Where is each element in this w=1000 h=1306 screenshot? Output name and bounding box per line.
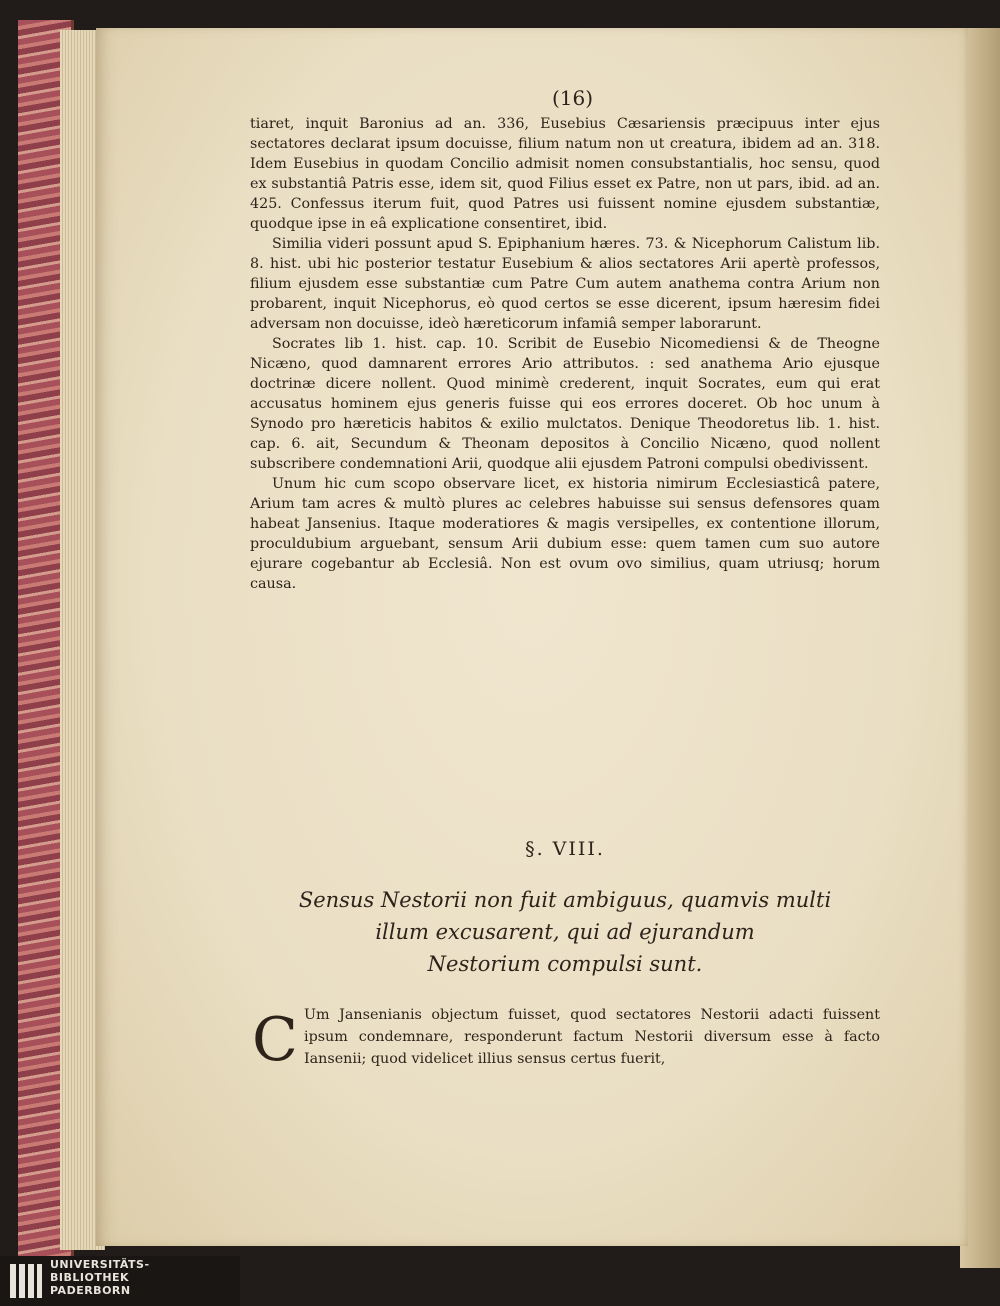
library-logo bbox=[0, 1256, 240, 1306]
paragraph-4: Unum hic cum scopo observare licet, ex historia nimirum Ecclesiasticâ patere, Arium tam acres & multò plures ac celebres habuisse sui sensus defensores quam habeat Jansenius. Itaque moderatiores & magis versipelles, ex contentione illorum, proculdubium arguebant, sensum Arii dubium esse: quem tamen cum suo autore ejurare cogebantur ab Ecclesiâ. Non est ovum ovo similius, quam utriusq; horum causa. bbox=[250, 476, 880, 592]
section-number: §. VIII. bbox=[525, 838, 605, 860]
heading-line-3: Nestorium compulsi sunt. bbox=[427, 952, 703, 976]
heading-line-2: illum excusarent, qui ad ejurandum bbox=[375, 920, 755, 944]
paragraph-5: Um Jansenianis objectum fuisset, quod sectatores Nestorii adacti fuissent ipsum condemnare, responderunt factum Nestorii diversum esse à facto Iansenii; quod videlicet illius sensus certus fuerit, bbox=[304, 1007, 880, 1067]
library-name-line-2: BIBLIOTHEK bbox=[50, 1271, 130, 1284]
body-text bbox=[250, 114, 880, 594]
paragraph-3: Socrates lib 1. hist. cap. 10. Scribit de Eusebio Nicomediensi & de Theogne Nicæno, quod damnarent errores Ario attributos. : sed anathema Ario ejusque doctrinæ dicere nollent. Quod minimè crederent, inquit Socrates, eum qui erat accusatus hominem ejus generis fuisse qui eos errores doceret. Ob hoc unum à Synodo pro hæreticis habitos & exilio mulctatos. Denique Theodoretus lib. 1. hist. cap. 6. ait, Secundum & Theonam depositos à Concilio Nicæno, quod nollent subscribere condemnationi Arii, quodque alii ejusdem Patroni compulsi obedivissent. bbox=[250, 336, 880, 472]
heading-line-1: Sensus Nestorii non fuit ambiguus, quamvis multi bbox=[298, 888, 832, 912]
library-name-line-3: PADERBORN bbox=[50, 1284, 131, 1297]
section-heading bbox=[250, 884, 880, 980]
paragraph-2: Similia videri possunt apud S. Epiphanium hæres. 73. & Nicephorum Calistum lib. 8. hist. ubi hic posterior testatur Eusebium & alios sectatores Arii apertè professos, filium ejusdem esse substantiæ cum Patre Cum autem anathema contra Arium non probarent, inquit Nicephorus, eò quod certos se esse dicerent, ipsum hæresim fidei adversam non docuisse, ideò hæreticorum infamiâ semper laborarunt. bbox=[250, 236, 880, 332]
library-logo-icon bbox=[8, 1262, 44, 1300]
library-name-line-1: UNIVERSITÄTS- bbox=[50, 1258, 150, 1271]
page-number: (16) bbox=[552, 86, 594, 110]
paragraph-1: tiaret, inquit Baronius ad an. 336, Eusebius Cæsariensis præcipuus inter ejus sectatores declarat ipsum docuisse, filium natum non ut creatura, ibidem ad an. 318. Idem Eusebius in quodam Concilio admisit nomen consubstantialis, hoc sensu, quod ex substantiâ Patris esse, idem sit, quod Filius esset ex Patre, non ut pars, ibid. ad an. 425. Confessus iterum fuit, quod Patres usi fuissent nomine ejusdem substantiæ, quodque ipse in eâ explicatione consentiret, ibid. bbox=[250, 116, 880, 232]
drop-capital: C bbox=[252, 1005, 298, 1075]
